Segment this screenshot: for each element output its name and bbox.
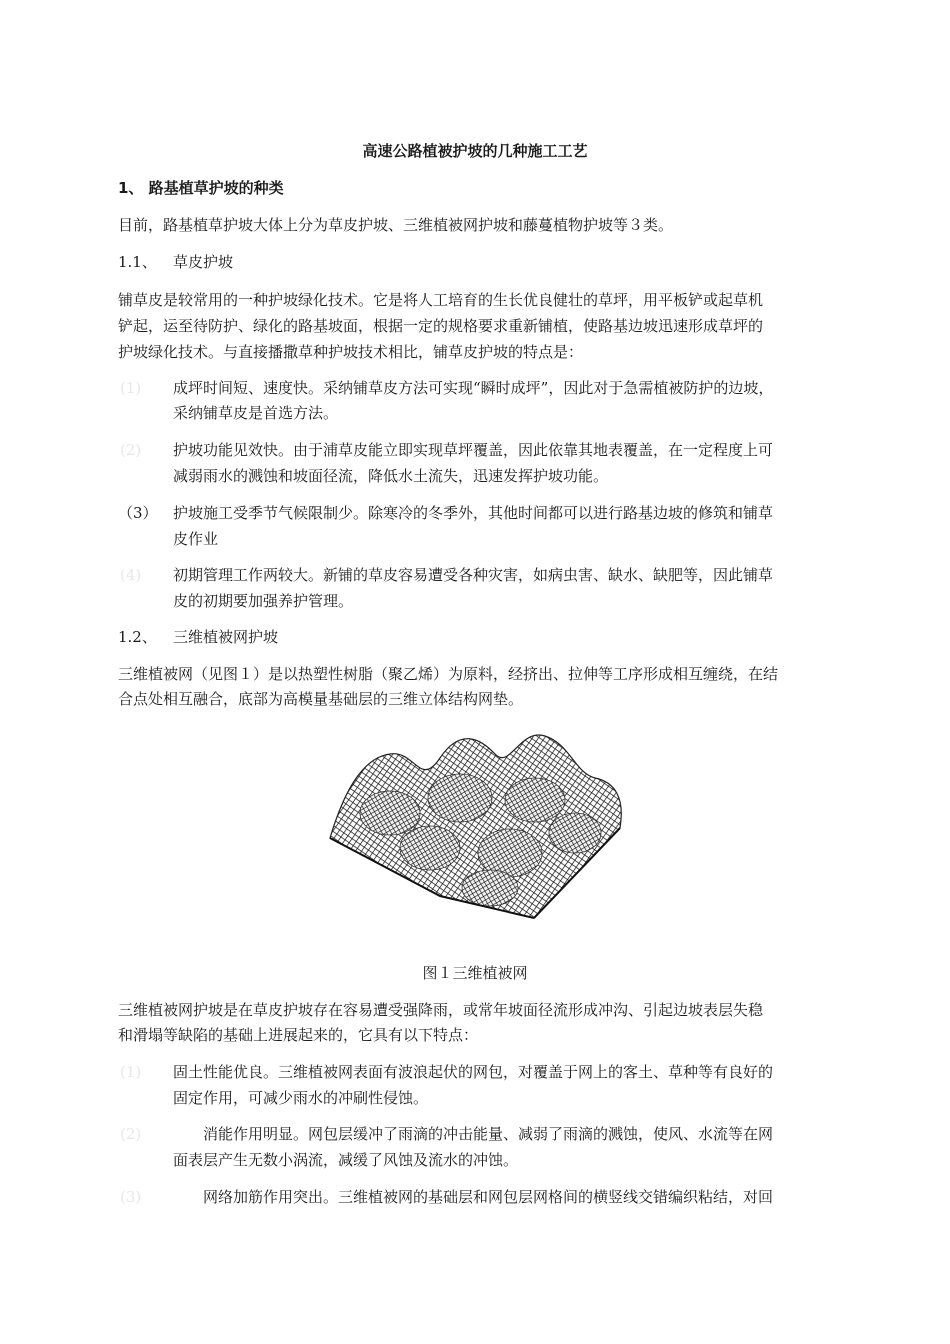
list-marker: (3)	[120, 1188, 142, 1206]
list-item-line: 采纳铺草皮是首选方法。	[173, 404, 339, 422]
intro-paragraph: 目前，路基植草护坡大体上分为草皮护坡、三维植被网护坡和藤蔓植物护坡等３类。	[118, 216, 674, 234]
list-item-line: 成坪时间短、速度快。采纳铺草皮方法可实现“瞬时成坪”，因此对于急需植被防护的边坡，	[173, 379, 774, 397]
list-marker: (2)	[120, 1125, 142, 1143]
list-item-line: 减弱雨水的溅蚀和坡面径流，降低水土流失，迅速发挥护坡功能。	[173, 467, 609, 485]
paragraph-line: 三维植被网（见图１）是以热塑性树脂（聚乙烯）为原料，经挤出、拉伸等工序形成相互缠绕，在结	[118, 665, 779, 683]
figure-caption: 图１三维植被网	[422, 964, 528, 982]
list-item-line: 皮作业	[173, 530, 219, 548]
list-marker: (2)	[120, 441, 142, 459]
subsection-title: 草皮护坡	[173, 253, 234, 271]
list-marker: (1)	[120, 1063, 142, 1081]
subsection-number: 1.2、	[118, 628, 157, 646]
paragraph-line: 和滑塌等缺陷的基础上进展起来的，它具有以下特点：	[118, 1026, 479, 1044]
list-item-line: 皮的初期要加强养护管理。	[173, 592, 354, 610]
list-marker: (4)	[120, 566, 142, 584]
list-marker: （3）	[118, 504, 158, 522]
paragraph-line: 铲起，运至待防护、绿化的路基坡面，根据一定的规格要求重新铺植，使路基边坡迅速形成草坪的	[118, 317, 764, 335]
list-item-line: 固土性能优良。三维植被网表面有波浪起伏的网包，对覆盖于网上的客土、草种等有良好的	[173, 1063, 774, 1081]
paragraph-line: 三维植被网护坡是在草皮护坡存在容易遭受强降雨，或常年坡面径流形成冲沟、引起边坡表层失稳	[118, 1001, 764, 1019]
list-item-line: 初期管理工作两较大。新铺的草皮容易遭受各种灾害，如病虫害、缺水、缺肥等，因此铺草	[173, 566, 774, 584]
subsection-number: 1.1、	[118, 253, 157, 271]
list-item-line: 固定作用，可减少雨水的冲刷性侵蚀。	[173, 1089, 429, 1107]
document-title: 高速公路植被护坡的几种施工工艺	[362, 142, 588, 160]
list-item-line: 面表层产生无数小涡流，减缓了风蚀及流水的冲蚀。	[173, 1151, 519, 1169]
list-marker: (1)	[120, 379, 142, 397]
list-item-line: 网络加筋作用突出。三维植被网的基础层和网包层网格间的横竖线交错编织粘结，对回	[173, 1188, 774, 1206]
subsection-title: 三维植被网护坡	[173, 628, 279, 646]
list-item-line: 护坡功能见效快。由于浦草皮能立即实现草坪覆盖，因此依靠其地表覆盖，在一定程度上可	[173, 441, 774, 459]
section-heading: 1、 路基植草护坡的种类	[118, 179, 284, 197]
paragraph-line: 合点处相互融合，底部为高模量基础层的三维立体结构网垫。	[118, 690, 524, 708]
paragraph-line: 铺草皮是较常用的一种护坡绿化技术。它是将人工培育的生长优良健壮的草坪，用平板铲或起草机	[118, 291, 764, 309]
list-item-line: 消能作用明显。网包层缓冲了雨滴的冲击能量、减弱了雨滴的溅蚀，使风、水流等在网	[173, 1125, 774, 1143]
paragraph-line: 护坡绿化技术。与直接播撒草种护坡技术相比，铺草皮护坡的特点是：	[118, 343, 584, 361]
list-item-line: 护坡施工受季节气候限制少。除寒冷的冬季外，其他时间都可以进行路基边坡的修筑和铺草	[173, 504, 774, 522]
3d-vegetation-net-figure	[320, 718, 636, 924]
